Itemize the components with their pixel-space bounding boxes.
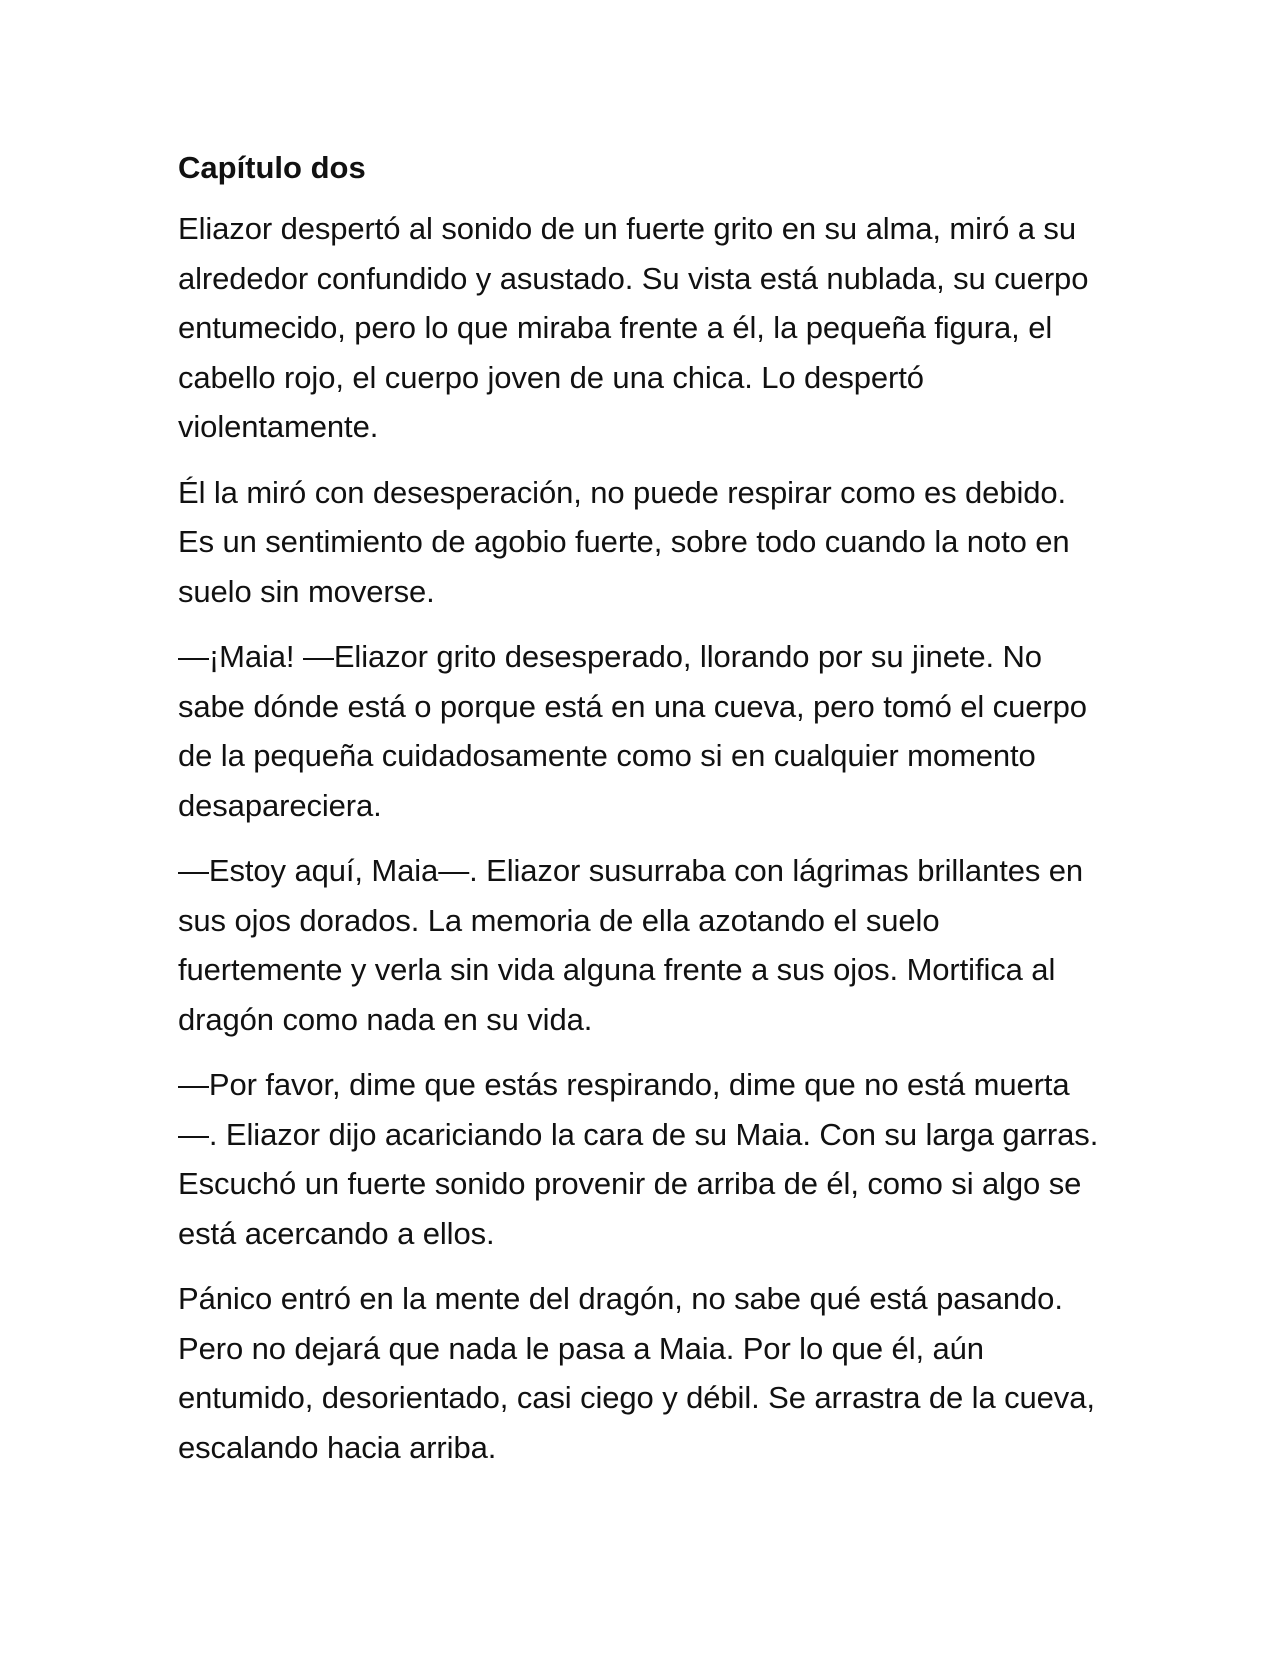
chapter-title: Capítulo dos [178, 150, 366, 185]
paragraph-1: Eliazor despertó al sonido de un fuerte grito en su alma, miró a su alrededor confundido y asustado. Su vista está nublada, su cuerpo entumecido, pero lo que miraba frente a él, la pequeña figura, el cabello rojo, el cuerpo joven de una chica. Lo despertó violentamente. [178, 211, 1089, 444]
paragraph-6: Pánico entró en la mente del dragón, no sabe qué está pasando. Pero no dejará que nada le pasa a Maia. Por lo que él, aún entumido, desorientado, casi ciego y débil. Se arrastra de la cueva, escalando hacia arriba. [178, 1281, 1095, 1465]
paragraph-4: —Estoy aquí, Maia—. Eliazor susurraba con lágrimas brillantes en sus ojos dorados. La memoria de ella azotando el suelo fuertemente y verla sin vida alguna frente a sus ojos. Mortifica al dragón como nada en su vida. [178, 853, 1084, 1037]
paragraph-2: Él la miró con desesperación, no puede respirar como es debido. Es un sentimiento de agobio fuerte, sobre todo cuando la noto en suelo sin moverse. [178, 474, 1070, 609]
paragraph-5: —Por favor, dime que estás respirando, dime que no está muerta—. Eliazor dijo acariciando la cara de su Maia. Con su larga garras. Escuchó un fuerte sonido provenir de arriba de él, como si algo se está acercando a ellos. [178, 1067, 1099, 1251]
document-page [178, 146, 1108, 1488]
paragraph-3: —¡Maia! —Eliazor grito desesperado, llorando por su jinete. No sabe dónde está o porque está en una cueva, pero tomó el cuerpo de la pequeña cuidadosamente como si en cualquier momento desapareciera. [178, 639, 1087, 823]
